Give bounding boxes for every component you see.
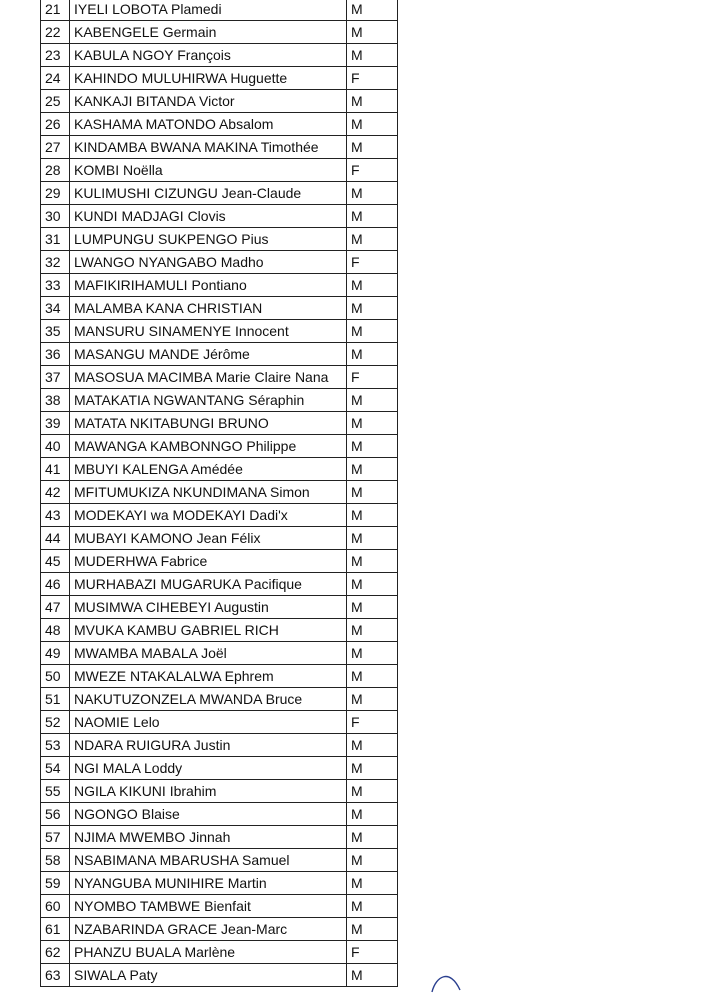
table-row bbox=[41, 412, 398, 435]
person-name: MANSURU SINAMENYE Innocent bbox=[70, 320, 347, 343]
table-row bbox=[41, 734, 398, 757]
table-row bbox=[41, 458, 398, 481]
person-name: KINDAMBA BWANA MAKINA Timothée bbox=[70, 136, 347, 159]
person-name: NYANGUBA MUNIHIRE Martin bbox=[70, 872, 347, 895]
row-number: 43 bbox=[41, 504, 70, 527]
table-row bbox=[41, 895, 398, 918]
row-number: 37 bbox=[41, 366, 70, 389]
sex-cell: M bbox=[347, 757, 398, 780]
table-row bbox=[41, 113, 398, 136]
table-row bbox=[41, 918, 398, 941]
sex-cell: F bbox=[347, 251, 398, 274]
sex-cell: M bbox=[347, 274, 398, 297]
table-row bbox=[41, 297, 398, 320]
sex-cell: M bbox=[347, 412, 398, 435]
roster-sheet bbox=[40, 0, 398, 987]
row-number: 48 bbox=[41, 619, 70, 642]
roster-table bbox=[40, 0, 398, 987]
person-name: NSABIMANA MBARUSHA Samuel bbox=[70, 849, 347, 872]
person-name: MAFIKIRIHAMULI Pontiano bbox=[70, 274, 347, 297]
table-row bbox=[41, 90, 398, 113]
table-row bbox=[41, 596, 398, 619]
table-row bbox=[41, 826, 398, 849]
person-name: MASOSUA MACIMBA Marie Claire Nana bbox=[70, 366, 347, 389]
handwritten-mark bbox=[430, 970, 466, 996]
sex-cell: M bbox=[347, 504, 398, 527]
sex-cell: M bbox=[347, 642, 398, 665]
person-name: MVUKA KAMBU GABRIEL RICH bbox=[70, 619, 347, 642]
person-name: LWANGO NYANGABO Madho bbox=[70, 251, 347, 274]
table-row bbox=[41, 251, 398, 274]
person-name: NDARA RUIGURA Justin bbox=[70, 734, 347, 757]
sex-cell: M bbox=[347, 619, 398, 642]
person-name: NZABARINDA GRACE Jean-Marc bbox=[70, 918, 347, 941]
table-row bbox=[41, 435, 398, 458]
person-name: KUNDI MADJAGI Clovis bbox=[70, 205, 347, 228]
row-number: 36 bbox=[41, 343, 70, 366]
sex-cell: M bbox=[347, 228, 398, 251]
row-number: 52 bbox=[41, 711, 70, 734]
table-row bbox=[41, 803, 398, 826]
row-number: 21 bbox=[41, 0, 70, 21]
row-number: 23 bbox=[41, 44, 70, 67]
sex-cell: F bbox=[347, 159, 398, 182]
table-row bbox=[41, 343, 398, 366]
sex-cell: M bbox=[347, 21, 398, 44]
person-name: MATAKATIA NGWANTANG Séraphin bbox=[70, 389, 347, 412]
person-name: KANKAJI BITANDA Victor bbox=[70, 90, 347, 113]
table-row bbox=[41, 44, 398, 67]
person-name: NGILA KIKUNI Ibrahim bbox=[70, 780, 347, 803]
sex-cell: M bbox=[347, 458, 398, 481]
sex-cell: M bbox=[347, 665, 398, 688]
person-name: MWEZE NTAKALALWA Ephrem bbox=[70, 665, 347, 688]
sex-cell: M bbox=[347, 550, 398, 573]
sex-cell: M bbox=[347, 895, 398, 918]
table-row bbox=[41, 780, 398, 803]
row-number: 32 bbox=[41, 251, 70, 274]
sex-cell: F bbox=[347, 67, 398, 90]
row-number: 33 bbox=[41, 274, 70, 297]
person-name: MALAMBA KANA CHRISTIAN bbox=[70, 297, 347, 320]
person-name: KULIMUSHI CIZUNGU Jean-Claude bbox=[70, 182, 347, 205]
sex-cell: M bbox=[347, 803, 398, 826]
row-number: 22 bbox=[41, 21, 70, 44]
sex-cell: M bbox=[347, 113, 398, 136]
row-number: 35 bbox=[41, 320, 70, 343]
row-number: 59 bbox=[41, 872, 70, 895]
row-number: 46 bbox=[41, 573, 70, 596]
sex-cell: M bbox=[347, 734, 398, 757]
sex-cell: M bbox=[347, 44, 398, 67]
person-name: MATATA NKITABUNGI BRUNO bbox=[70, 412, 347, 435]
person-name: NJIMA MWEMBO Jinnah bbox=[70, 826, 347, 849]
person-name: MBUYI KALENGA Amédée bbox=[70, 458, 347, 481]
table-row bbox=[41, 849, 398, 872]
table-row bbox=[41, 366, 398, 389]
table-row bbox=[41, 619, 398, 642]
table-row bbox=[41, 67, 398, 90]
sex-cell: M bbox=[347, 780, 398, 803]
person-name: MUBAYI KAMONO Jean Félix bbox=[70, 527, 347, 550]
table-row bbox=[41, 964, 398, 987]
row-number: 47 bbox=[41, 596, 70, 619]
person-name: SIWALA Paty bbox=[70, 964, 347, 987]
table-row bbox=[41, 711, 398, 734]
row-number: 58 bbox=[41, 849, 70, 872]
row-number: 39 bbox=[41, 412, 70, 435]
row-number: 40 bbox=[41, 435, 70, 458]
person-name: KABENGELE Germain bbox=[70, 21, 347, 44]
table-row bbox=[41, 941, 398, 964]
table-row bbox=[41, 228, 398, 251]
row-number: 63 bbox=[41, 964, 70, 987]
person-name: MODEKAYI wa MODEKAYI Dadi'x bbox=[70, 504, 347, 527]
person-name: MFITUMUKIZA NKUNDIMANA Simon bbox=[70, 481, 347, 504]
row-number: 31 bbox=[41, 228, 70, 251]
table-row bbox=[41, 320, 398, 343]
sex-cell: M bbox=[347, 573, 398, 596]
person-name: NAKUTUZONZELA MWANDA Bruce bbox=[70, 688, 347, 711]
person-name: MASANGU MANDE Jérôme bbox=[70, 343, 347, 366]
person-name: KOMBI Noëlla bbox=[70, 159, 347, 182]
row-number: 50 bbox=[41, 665, 70, 688]
row-number: 55 bbox=[41, 780, 70, 803]
row-number: 54 bbox=[41, 757, 70, 780]
row-number: 49 bbox=[41, 642, 70, 665]
row-number: 28 bbox=[41, 159, 70, 182]
sex-cell: M bbox=[347, 90, 398, 113]
row-number: 41 bbox=[41, 458, 70, 481]
sex-cell: M bbox=[347, 0, 398, 21]
sex-cell: M bbox=[347, 297, 398, 320]
person-name: NAOMIE Lelo bbox=[70, 711, 347, 734]
table-row bbox=[41, 665, 398, 688]
row-number: 44 bbox=[41, 527, 70, 550]
sex-cell: F bbox=[347, 711, 398, 734]
person-name: NGI MALA Loddy bbox=[70, 757, 347, 780]
sex-cell: M bbox=[347, 964, 398, 987]
table-row bbox=[41, 205, 398, 228]
row-number: 57 bbox=[41, 826, 70, 849]
row-number: 38 bbox=[41, 389, 70, 412]
sex-cell: M bbox=[347, 872, 398, 895]
table-row bbox=[41, 182, 398, 205]
person-name: PHANZU BUALA Marlène bbox=[70, 941, 347, 964]
person-name: KAHINDO MULUHIRWA Huguette bbox=[70, 67, 347, 90]
person-name: LUMPUNGU SUKPENGO Pius bbox=[70, 228, 347, 251]
table-row bbox=[41, 550, 398, 573]
person-name: MURHABAZI MUGARUKA Pacifique bbox=[70, 573, 347, 596]
person-name: MAWANGA KAMBONNGO Philippe bbox=[70, 435, 347, 458]
row-number: 24 bbox=[41, 67, 70, 90]
sex-cell: M bbox=[347, 527, 398, 550]
person-name: NGONGO Blaise bbox=[70, 803, 347, 826]
person-name: KABULA NGOY François bbox=[70, 44, 347, 67]
roster-body bbox=[41, 0, 398, 987]
sex-cell: M bbox=[347, 918, 398, 941]
table-row bbox=[41, 0, 398, 21]
person-name: MWAMBA MABALA Joël bbox=[70, 642, 347, 665]
sex-cell: M bbox=[347, 136, 398, 159]
person-name: IYELI LOBOTA Plamedi bbox=[70, 0, 347, 21]
sex-cell: M bbox=[347, 826, 398, 849]
row-number: 62 bbox=[41, 941, 70, 964]
row-number: 25 bbox=[41, 90, 70, 113]
sex-cell: M bbox=[347, 343, 398, 366]
table-row bbox=[41, 757, 398, 780]
row-number: 34 bbox=[41, 297, 70, 320]
table-row bbox=[41, 688, 398, 711]
table-row bbox=[41, 481, 398, 504]
sex-cell: M bbox=[347, 389, 398, 412]
row-number: 30 bbox=[41, 205, 70, 228]
sex-cell: M bbox=[347, 596, 398, 619]
row-number: 53 bbox=[41, 734, 70, 757]
table-row bbox=[41, 527, 398, 550]
row-number: 42 bbox=[41, 481, 70, 504]
sex-cell: M bbox=[347, 182, 398, 205]
person-name: MUDERHWA Fabrice bbox=[70, 550, 347, 573]
table-row bbox=[41, 274, 398, 297]
table-row bbox=[41, 642, 398, 665]
row-number: 45 bbox=[41, 550, 70, 573]
row-number: 60 bbox=[41, 895, 70, 918]
table-row bbox=[41, 504, 398, 527]
person-name: MUSIMWA CIHEBEYI Augustin bbox=[70, 596, 347, 619]
row-number: 51 bbox=[41, 688, 70, 711]
row-number: 26 bbox=[41, 113, 70, 136]
sex-cell: M bbox=[347, 849, 398, 872]
sex-cell: M bbox=[347, 205, 398, 228]
sex-cell: M bbox=[347, 320, 398, 343]
row-number: 27 bbox=[41, 136, 70, 159]
sex-cell: F bbox=[347, 366, 398, 389]
row-number: 29 bbox=[41, 182, 70, 205]
table-row bbox=[41, 159, 398, 182]
sex-cell: M bbox=[347, 481, 398, 504]
person-name: NYOMBO TAMBWE Bienfait bbox=[70, 895, 347, 918]
sex-cell: M bbox=[347, 688, 398, 711]
table-row bbox=[41, 872, 398, 895]
table-row bbox=[41, 136, 398, 159]
sex-cell: M bbox=[347, 435, 398, 458]
table-row bbox=[41, 21, 398, 44]
person-name: KASHAMA MATONDO Absalom bbox=[70, 113, 347, 136]
table-row bbox=[41, 573, 398, 596]
sex-cell: F bbox=[347, 941, 398, 964]
row-number: 56 bbox=[41, 803, 70, 826]
row-number: 61 bbox=[41, 918, 70, 941]
table-row bbox=[41, 389, 398, 412]
